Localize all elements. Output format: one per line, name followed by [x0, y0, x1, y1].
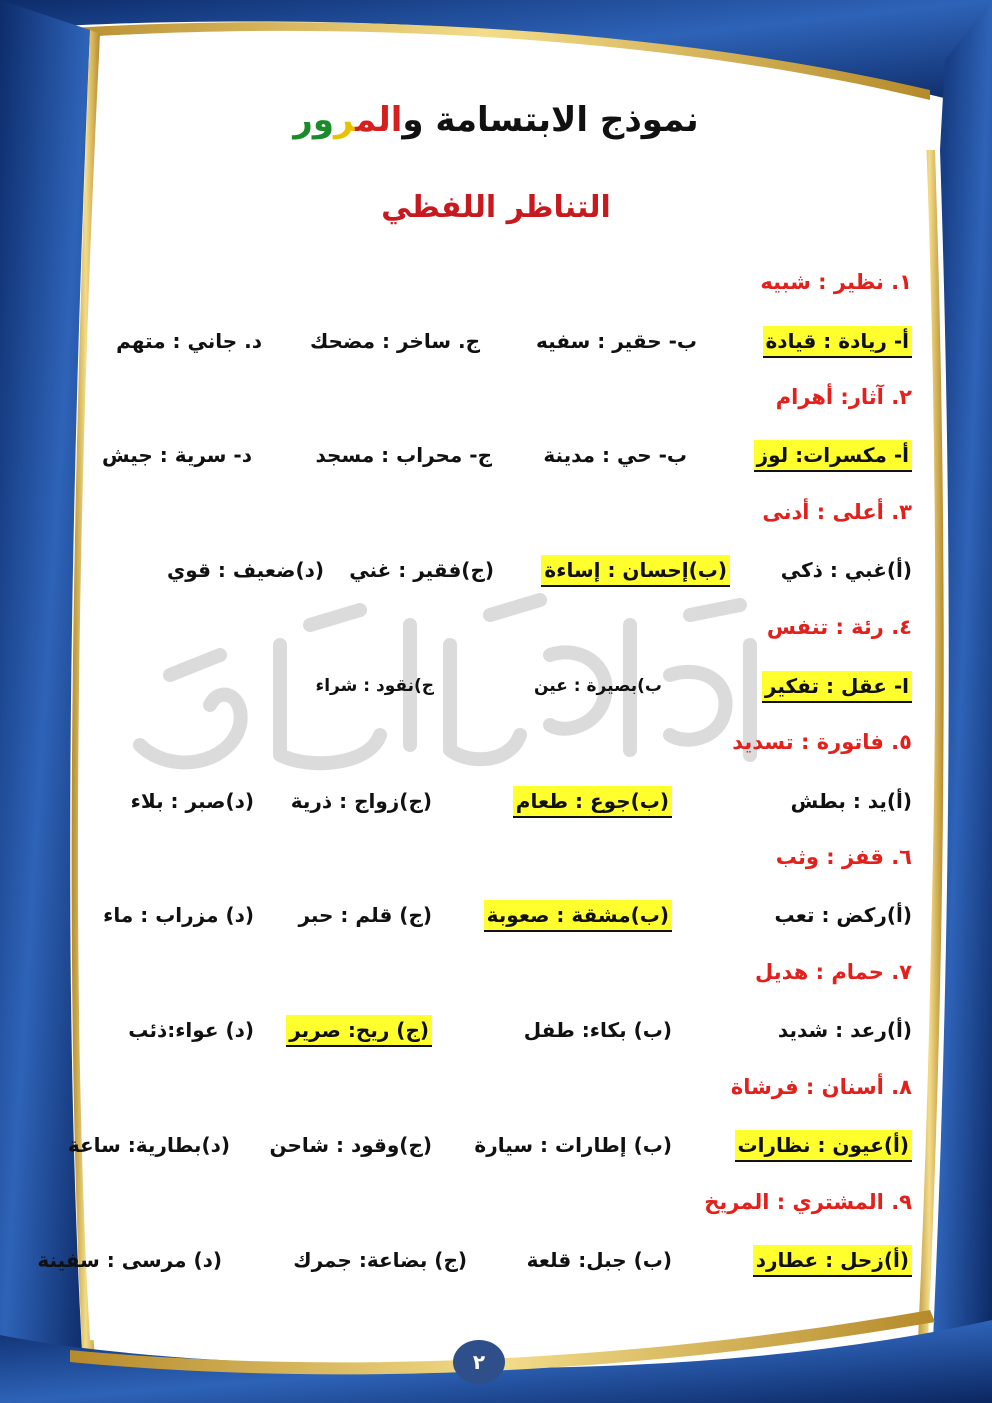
question-2-title: ٢. آثار: أهرام — [775, 385, 912, 409]
question-7-title: ٧. حمام : هديل — [755, 960, 912, 984]
question-3-title: ٣. أعلى : أدنى — [762, 500, 912, 524]
question-9-title: ٩. المشتري : المريخ — [704, 1190, 912, 1214]
question-8-title: ٨. أسنان : فرشاة — [730, 1075, 912, 1099]
title-letter-green: ور — [293, 100, 335, 140]
q3-option-b: (ب)إحسان : إساءة — [541, 555, 730, 587]
title-letter-red-2: لم — [355, 100, 391, 140]
q4-option-c: ج)نقود : شراء — [315, 676, 434, 696]
q9-option-c: (ج) بضاعة: جمرك — [293, 1248, 467, 1272]
q6-option-b: (ب)مشقة : صعوبة — [484, 900, 672, 932]
q2-option-b: ب- حي : مدينة — [543, 443, 687, 467]
q5-option-c: (ج)زواج : ذرية — [290, 789, 432, 813]
q6-option-d: (د) مزراب : ماء — [103, 903, 254, 927]
question-5-title: ٥. فاتورة : تسديد — [732, 730, 912, 754]
q6-option-c: (ج) قلم : حبر — [298, 903, 432, 927]
page-number: ٢ — [453, 1340, 505, 1384]
q7-option-c: (ج) ريح: صرير — [286, 1015, 432, 1047]
q9-option-d: (د) مرسى : سفينة — [37, 1248, 222, 1272]
q3-option-a: (أ)غبي : ذكي — [780, 558, 912, 582]
q8-option-c: (ج)وقود : شاحن — [269, 1133, 432, 1157]
question-1-title: ١. نظير : شبيه — [760, 270, 912, 294]
q2-option-a: أ- مكسرات: لوز — [754, 440, 912, 472]
q5-option-d: (د)صبر : بلاء — [130, 789, 254, 813]
q8-option-b: (ب) إطارات : سيارة — [474, 1133, 672, 1157]
q7-option-a: (أ)رعد : شديد — [777, 1018, 912, 1042]
q4-option-b: ب)بصيرة : عين — [533, 676, 662, 696]
q9-option-b: (ب) جبل: قلعة — [526, 1248, 672, 1272]
title-letter-yellow: ر — [334, 100, 356, 140]
q1-option-c: ج. ساخر : مضحك — [309, 329, 480, 353]
q4-option-a: ا- عقل : تفكير — [762, 671, 912, 703]
q5-option-a: (أ)يد : بطش — [790, 789, 912, 813]
q1-option-b: ب- حقير : سفيه — [535, 329, 697, 353]
q6-option-a: (أ)ركض : تعب — [774, 903, 912, 927]
q5-option-b: (ب)جوع : طعام — [513, 786, 672, 818]
q8-option-a: (أ)عيون : نظارات — [735, 1130, 912, 1162]
question-6-title: ٦. قفز : وثب — [775, 845, 912, 869]
q7-option-d: (د) عواء:ذئب — [128, 1018, 254, 1042]
page-title — [0, 100, 992, 140]
q7-option-b: (ب) بكاء: طفل — [523, 1018, 672, 1042]
question-4-title: ٤. رئة : تنفس — [766, 615, 912, 639]
q3-option-d: (د)ضعيف : قوي — [166, 558, 324, 582]
q1-option-d: د. جاني : متهم — [116, 329, 262, 353]
q2-option-c: ج- محراب : مسجد — [315, 443, 492, 467]
title-letter-red-1: ا — [390, 100, 403, 140]
q3-option-c: (ج)فقير : غني — [349, 558, 494, 582]
page-subtitle: التناظر اللفظي — [381, 190, 611, 225]
watermark-calligraphy — [110, 585, 810, 785]
q8-option-d: (د)بطارية: ساعة — [67, 1133, 230, 1157]
q2-option-d: د- سرية : جيش — [101, 443, 252, 467]
title-main: نموذج الابتسامة و — [402, 100, 699, 140]
q9-option-a: (أ)زحل : عطارد — [753, 1245, 912, 1277]
q1-option-a: أ- ريادة : قيادة — [763, 326, 913, 358]
